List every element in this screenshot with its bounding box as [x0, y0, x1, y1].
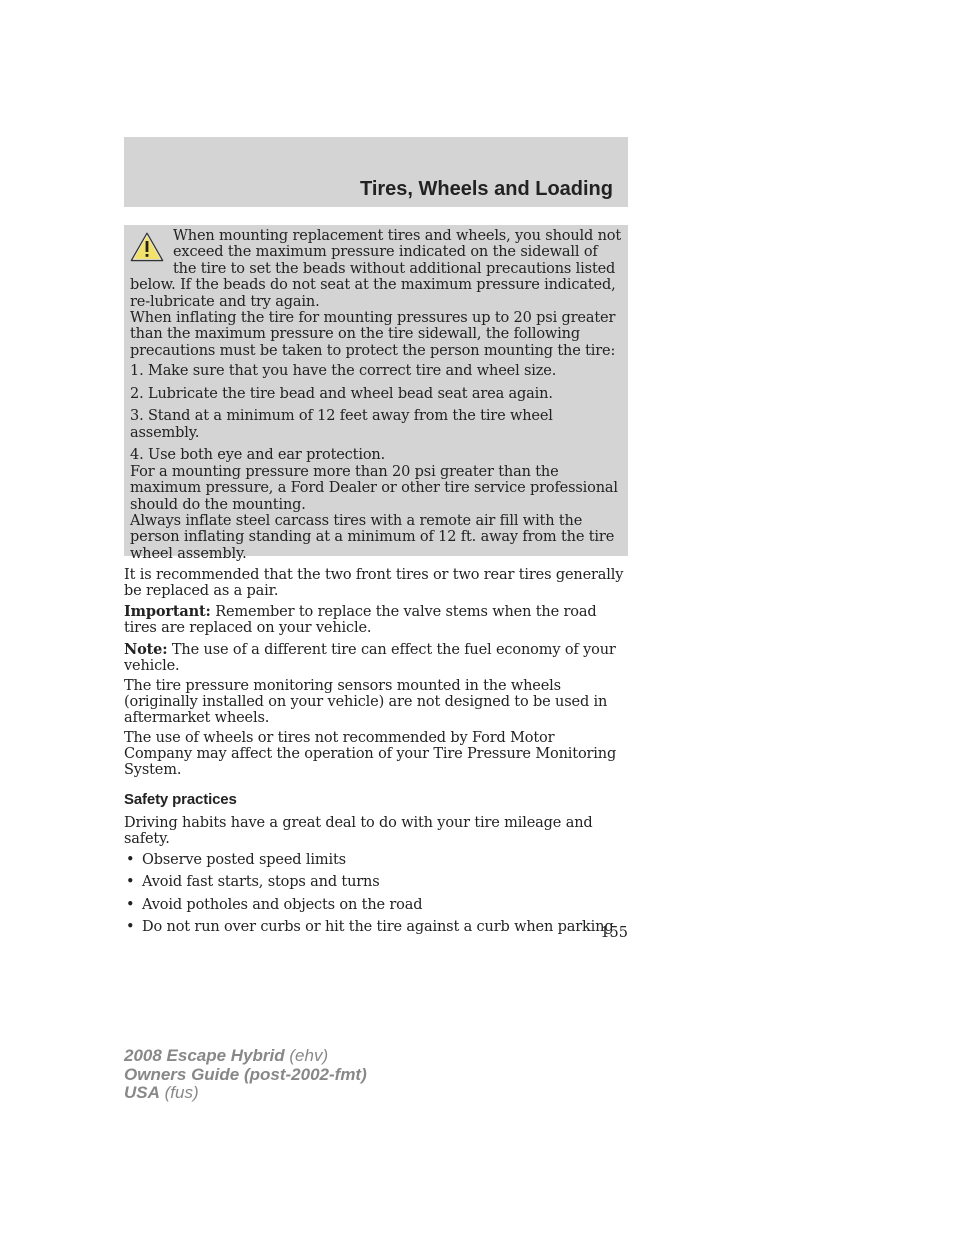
paragraph-note	[124, 642, 624, 674]
bullet-item: • Observe posted speed limits	[126, 851, 346, 868]
safety-bullet-list	[124, 853, 624, 936]
bullet-item: • Avoid potholes and objects on the road	[126, 896, 423, 913]
footer-guide-line: Owners Guide (post-2002-fmt)	[124, 1064, 367, 1084]
warning-intro: When mounting replacement tires and wheels, you should not exceed the maximum pressure indicated on the sidewall of the tire to set the beads without additional precautions listed below. If the beads do not seat at the maximum pressure indicated, re-lubricate and try again.	[130, 228, 622, 310]
bullet-icon: •	[126, 874, 135, 891]
warning-content	[130, 228, 622, 562]
page-number: 155	[600, 925, 628, 941]
important-label: Important:	[124, 603, 211, 621]
bullet-item: • Do not run over curbs or hit the tire against a curb when parking	[126, 919, 614, 936]
footer	[124, 1047, 367, 1103]
warning-dealer: For a mounting pressure more than 20 psi greater than the maximum pressure, a Ford Dealer or other tire service professional should do the mounting.	[130, 463, 618, 513]
subheading-safety-practices: Safety practices	[124, 791, 237, 809]
warning-triangle-icon	[130, 232, 164, 262]
note-text: The use of a different tire can effect the fuel economy of your vehicle.	[124, 641, 616, 674]
note-label: Note:	[124, 640, 168, 658]
precaution-step: 2. Lubricate the tire bead and wheel bead seat area again.	[130, 385, 553, 402]
body-text	[124, 568, 624, 943]
paragraph-important	[124, 604, 624, 636]
paragraph-driving: Driving habits have a great deal to do with your tire mileage and safety.	[124, 815, 593, 847]
paragraph-sensors: The tire pressure monitoring sensors mounted in the wheels (originally installed on your vehicle) are not designed to be used in aftermarket wheels.	[124, 678, 608, 726]
precaution-step: 4. Use both eye and ear protection.	[130, 447, 386, 464]
footer-model-line: 2008 Escape Hybrid (ehv)	[124, 1046, 329, 1065]
precaution-step: 3. Stand at a minimum of 12 feet away from the tire wheel assembly.	[130, 408, 553, 441]
paragraph-wheels: The use of wheels or tires not recommended by Ford Motor Company may affect the operation of your Tire Pressure Monitoring System.	[124, 730, 617, 778]
section-title: Tires, Wheels and Loading	[359, 178, 613, 200]
warning-box	[124, 225, 628, 562]
bullet-icon: •	[126, 919, 135, 936]
precaution-step: 1. Make sure that you have the correct tire and wheel size.	[130, 363, 557, 380]
important-text: Remember to replace the valve stems when the road tires are replaced on your vehicle.	[124, 604, 597, 637]
bullet-icon: •	[126, 896, 135, 913]
section-header-band	[124, 137, 628, 207]
footer-market-line: USA (fus)	[124, 1083, 199, 1102]
paragraph-pair: It is recommended that the two front tires or two rear tires generally be replaced as a pair.	[124, 567, 624, 599]
bullet-icon: •	[126, 851, 135, 868]
precautions-list	[130, 363, 622, 464]
warning-steel-carcass: Always inflate steel carcass tires with a remote air fill with the person inflating standing at a minimum of 12 ft. away from the tire wheel assembly.	[130, 513, 615, 562]
bullet-item: • Avoid fast starts, stops and turns	[126, 874, 380, 891]
warning-inflating: When inflating the tire for mounting pressures up to 20 psi greater than the maximum pressure on the tire sidewall, the following precautions must be taken to protect the person mounting the tire:	[130, 310, 616, 359]
